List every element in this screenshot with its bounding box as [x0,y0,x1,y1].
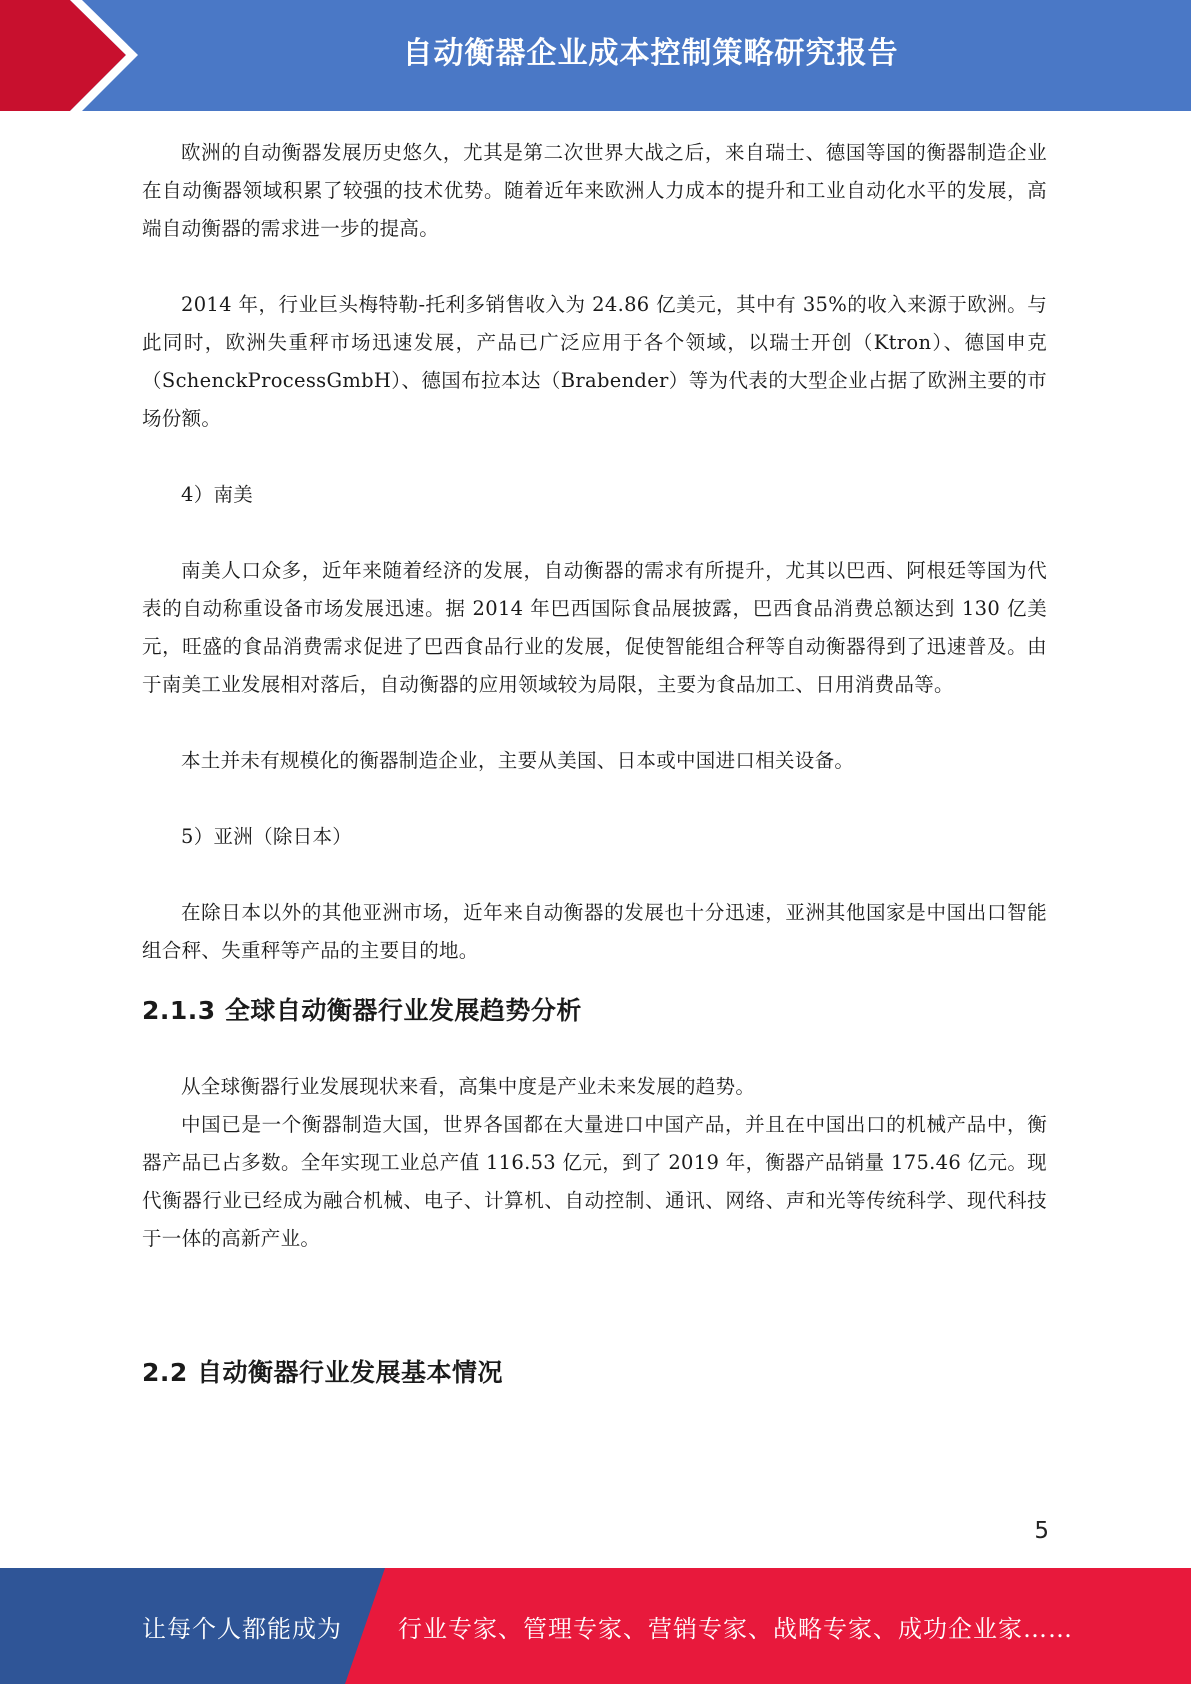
footer-slogan-left: 让每个人都能成为 [142,1614,342,1643]
page-header [0,0,1191,111]
paragraph-trend: 从全球衡器行业发展现状来看，高集中度是产业未来发展的趋势。 [181,1075,756,1098]
report-title: 自动衡器企业成本控制策略研究报告 [402,36,899,71]
paragraph-south-america: 南美人口众多，近年来随着经济的发展，自动衡器的需求有所提升，尤其以巴西、阿根廷等国为代表的自动称重设备市场发展迅速。据 2014 年巴西国际食品展披露，巴西食品消费总额达到 130 亿美元，旺盛的食品消费需求促进了巴西食品行业的发展，促使智能组合秤等自动衡器得到了迅速普及。由于南美工业发展相对落后，自动衡器的应用领域较为局限，主要为食品加工、日用消费品等。 [142,559,1047,696]
paragraph-europe-history: 欧洲的自动衡器发展历史悠久，尤其是第二次世界大战之后，来自瑞士、德国等国的衡器制造企业在自动衡器领域积累了较强的技术优势。随着近年来欧洲人力成本的提升和工业自动化水平的发展，高端自动衡器的需求进一步的提高。 [142,141,1047,240]
subheading-south-america: 4）南美 [181,483,254,506]
header-arrow-icon [0,0,160,111]
footer-slogan-right: 行业专家、管理专家、营销专家、战略专家、成功企业家…… [398,1614,1073,1643]
page-number: 5 [1034,1518,1049,1544]
section-heading-2-2: 2.2 自动衡器行业发展基本情况 [142,1358,503,1387]
main-content [142,134,1047,1392]
paragraph-europe-market: 2014 年，行业巨头梅特勒-托利多销售收入为 24.86 亿美元，其中有 35%的收入来源于欧洲。与此同时，欧洲失重秤市场迅速发展，产品已广泛应用于各个领域，以瑞士开创（Ktron）、德国申克（SchenckProcessGmbH）、德国布拉本达（Brabender）等为代表的大型企业占据了欧洲主要的市场份额。 [142,293,1047,430]
page-footer [0,1568,1191,1684]
paragraph-china-industry: 中国已是一个衡器制造大国，世界各国都在大量进口中国产品，并且在中国出口的机械产品中，衡器产品已占多数。全年实现工业总产值 116.53 亿元，到了 2019 年，衡器产品销量 175.46 亿元。现代衡器行业已经成为融合机械、电子、计算机、自动控制、通讯、网络、声和光等传统科学、现代科技于一体的高新产业。 [142,1113,1047,1250]
paragraph-local-industry: 本土并未有规模化的衡器制造企业，主要从美国、日本或中国进口相关设备。 [181,749,855,772]
section-heading-2-1-3: 2.1.3 全球自动衡器行业发展趋势分析 [142,996,582,1025]
subheading-asia: 5）亚洲（除日本） [181,825,353,848]
paragraph-asia: 在除日本以外的其他亚洲市场，近年来自动衡器的发展也十分迅速，亚洲其他国家是中国出口智能组合秤、失重秤等产品的主要目的地。 [142,901,1047,962]
